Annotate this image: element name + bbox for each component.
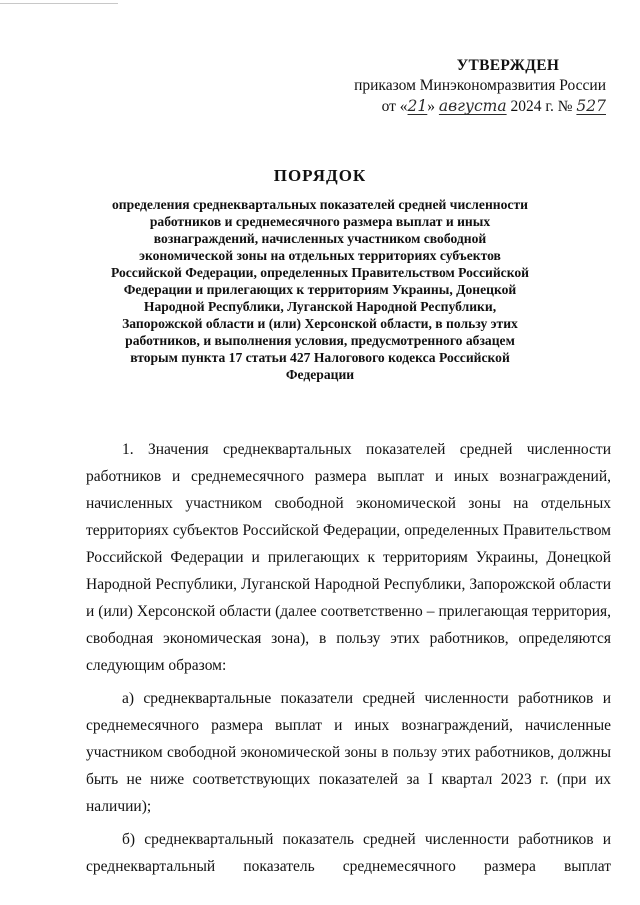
document-body [86, 436, 611, 886]
handwritten-month: августа [438, 97, 507, 115]
paragraph-b: б) среднеквартальный показатель средней численности работников и среднеквартальный показатель среднемесячного размера выплат [86, 831, 611, 875]
document-title: ПОРЯДОК [273, 166, 367, 185]
handwritten-number: 527 [576, 97, 606, 115]
date-prefix: от « [381, 98, 408, 115]
date-mid: » [427, 98, 439, 115]
paragraph-1: 1. Значения среднеквартальных показателей средней численности работников и среднемесячного размера выплат и иных вознаграждений, начисленных участником свободной экономической зоны на отдельных территориях субъектов Российской Федерации, определенных Правительством Российской Федерации и прилегающих к территориям Украины, Донецкой Народной Республики, Луганской Народной Республики, Запорожской области и (или) Херсонской области (далее соответственно – прилегающая территория, свободная экономическая зона), в пользу этих работников, определяются следующим образом: [86, 441, 611, 674]
approval-order-line: приказом Минэкономразвития России [354, 77, 606, 94]
paragraph-a: а) среднеквартальные показатели средней численности работников и среднемесячного размера выплат и иных вознаграждений, начисленные участником свободной экономической зоны в пользу этих работников, должны быть не ниже соответствующих показателей за I квартал 2023 г. (при их наличии); [86, 690, 611, 815]
approval-title: УТВЕРЖДЕН [456, 57, 560, 74]
year-text: 2024 г. № [506, 98, 577, 115]
scan-edge-line [0, 3, 118, 4]
handwritten-day: 21 [407, 97, 428, 115]
approval-stamp [338, 56, 618, 117]
document-subtitle: определения среднеквартальных показателей средней численности работников и среднемесячного размера выплат и иных вознаграждений, начисленных участником свободной экономической зоны на отдельных территориях субъектов Российской Федерации, определенных Правительством Российской Федерации и прилегающих к территориям Украины, Донецкой Народной Республики, Луганской Народной Республики, Запорожской области и (или) Херсонской области, в пользу этих работников, и выполнения условия, предусмотренного абзацем вторым пункта 17 статьи 427 Налогового кодекса Российской Федерации [111, 197, 529, 382]
approval-date-line [338, 96, 618, 117]
